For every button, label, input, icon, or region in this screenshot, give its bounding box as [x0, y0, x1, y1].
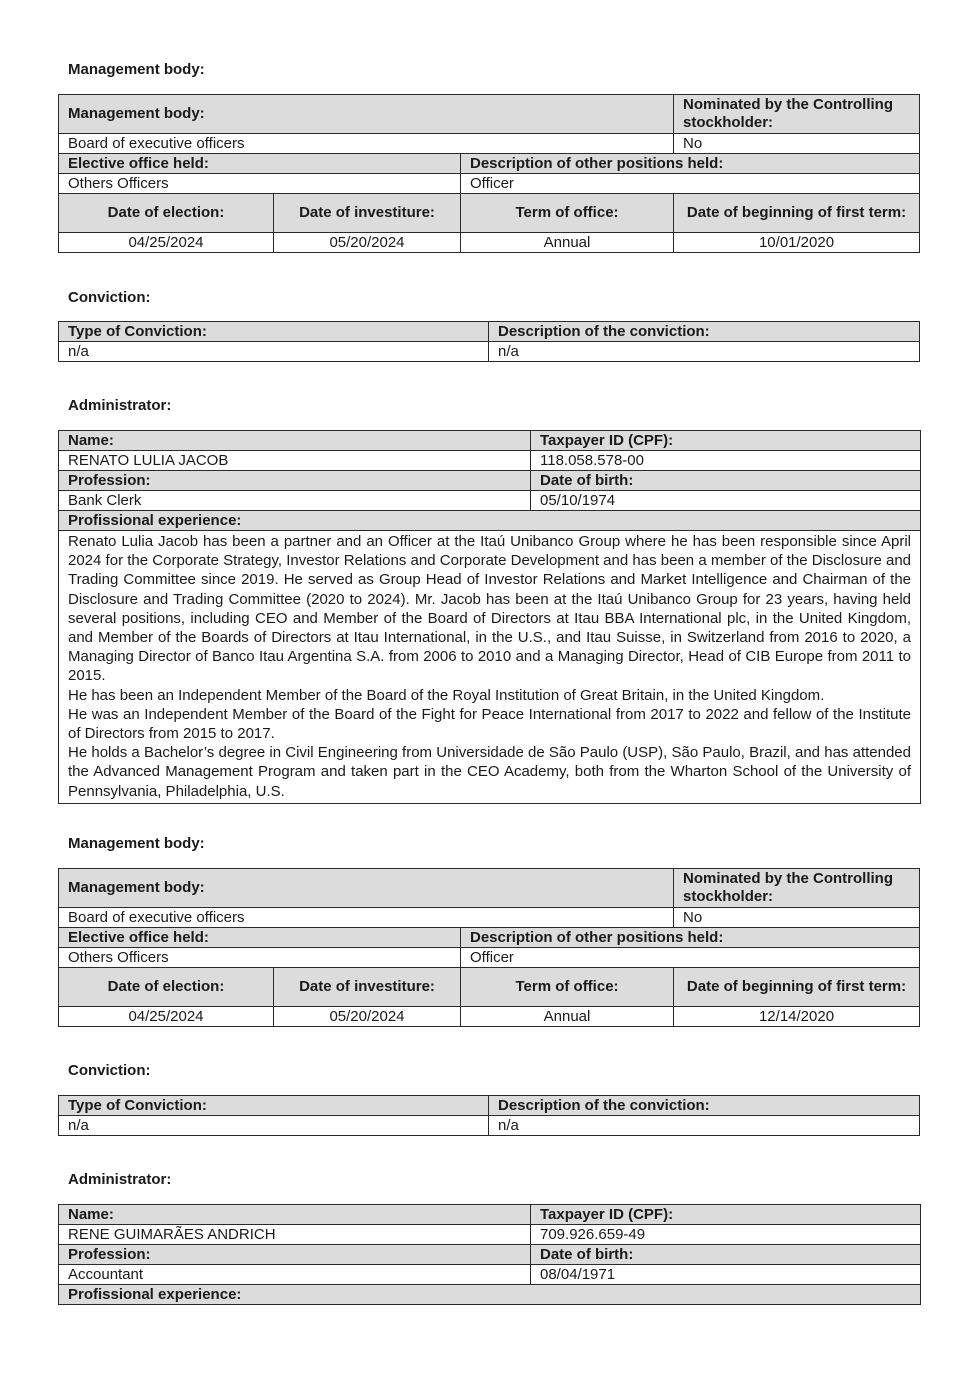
name-header: Name:	[59, 1205, 531, 1225]
elective-office-header: Elective office held:	[59, 154, 461, 174]
conviction-type-header: Type of Conviction:	[59, 1096, 489, 1116]
term-header: Term of office:	[461, 194, 674, 233]
management-body-table	[58, 94, 920, 253]
management-body-header: Management body:	[59, 869, 674, 908]
nominated-value: No	[674, 134, 920, 154]
term-value: Annual	[461, 1007, 674, 1027]
other-positions-value: Officer	[461, 948, 920, 968]
management-body-header: Management body:	[59, 95, 674, 134]
management-body-table	[58, 868, 920, 1027]
conviction-table	[58, 321, 920, 362]
other-positions-header: Description of other positions held:	[461, 928, 920, 948]
management-body-heading: Management body:	[68, 835, 205, 852]
conviction-table	[58, 1095, 920, 1136]
other-positions-header: Description of other positions held:	[461, 154, 920, 174]
nominated-value: No	[674, 908, 920, 928]
experience-paragraph: He was an Independent Member of the Board of the Fight for Peace International from 2017 to 2022 and fellow of the Institute of Directors from 2015 to 2017.	[68, 705, 911, 743]
conviction-description-header: Description of the conviction:	[489, 1096, 920, 1116]
investiture-date-value: 05/20/2024	[274, 1007, 461, 1027]
conviction-type-value: n/a	[59, 342, 489, 362]
dob-header: Date of birth:	[531, 1245, 921, 1265]
administrator-table	[58, 1204, 921, 1305]
conviction-heading: Conviction:	[68, 289, 151, 306]
election-date-value: 04/25/2024	[59, 1007, 274, 1027]
profession-value: Accountant	[59, 1265, 531, 1285]
experience-paragraph: He holds a Bachelor’s degree in Civil Engineering from Universidade de São Paulo (USP), São Paulo, Brazil, and has attended the Advanced Management Program and taken part in the CEO Academy, both from the Wharton School of the University of Pennsylvania, Philadelphia, U.S.	[68, 744, 911, 800]
elective-office-value: Others Officers	[59, 174, 461, 194]
administrator-heading: Administrator:	[68, 1171, 172, 1188]
experience-header: Profissional experience:	[59, 1285, 921, 1305]
conviction-description-value: n/a	[489, 1116, 920, 1136]
election-date-header: Date of election:	[59, 194, 274, 233]
dob-header: Date of birth:	[531, 471, 921, 491]
first-term-header: Date of beginning of first term:	[674, 968, 920, 1007]
conviction-type-value: n/a	[59, 1116, 489, 1136]
dob-value: 08/04/1971	[531, 1265, 921, 1285]
management-body-heading: Management body:	[68, 61, 205, 78]
name-value: RENE GUIMARÃES ANDRICH	[59, 1225, 531, 1245]
election-date-value: 04/25/2024	[59, 233, 274, 253]
administrator-table	[58, 430, 921, 804]
management-body-value: Board of executive officers	[59, 908, 674, 928]
cpf-value: 709.926.659-49	[531, 1225, 921, 1245]
nominated-header: Nominated by the Controlling stockholder:	[674, 95, 920, 134]
name-value: RENATO LULIA JACOB	[59, 451, 531, 471]
administrator-heading: Administrator:	[68, 397, 172, 414]
investiture-date-value: 05/20/2024	[274, 233, 461, 253]
cpf-header: Taxpayer ID (CPF):	[531, 1205, 921, 1225]
first-term-value: 10/01/2020	[674, 233, 920, 253]
term-header: Term of office:	[461, 968, 674, 1007]
elective-office-value: Others Officers	[59, 948, 461, 968]
cpf-header: Taxpayer ID (CPF):	[531, 431, 921, 451]
experience-paragraph: He has been an Independent Member of the Board of the Royal Institution of Great Britain, in the United Kingdom.	[68, 686, 825, 704]
nominated-header: Nominated by the Controlling stockholder:	[674, 869, 920, 908]
election-date-header: Date of election:	[59, 968, 274, 1007]
name-header: Name:	[59, 431, 531, 451]
conviction-heading: Conviction:	[68, 1062, 151, 1079]
investiture-date-header: Date of investiture:	[274, 968, 461, 1007]
cpf-value: 118.058.578-00	[531, 451, 921, 471]
profession-header: Profession:	[59, 1245, 531, 1265]
first-term-value: 12/14/2020	[674, 1007, 920, 1027]
profession-value: Bank Clerk	[59, 491, 531, 511]
conviction-description-value: n/a	[489, 342, 920, 362]
dob-value: 05/10/1974	[531, 491, 921, 511]
management-body-value: Board of executive officers	[59, 134, 674, 154]
other-positions-value: Officer	[461, 174, 920, 194]
term-value: Annual	[461, 233, 674, 253]
first-term-header: Date of beginning of first term:	[674, 194, 920, 233]
conviction-type-header: Type of Conviction:	[59, 322, 489, 342]
experience-text	[59, 531, 921, 804]
profession-header: Profession:	[59, 471, 531, 491]
elective-office-header: Elective office held:	[59, 928, 461, 948]
experience-paragraph: Renato Lulia Jacob has been a partner and an Officer at the Itaú Unibanco Group where he has been responsible since April 2024 for the Corporate Strategy, Investor Relations and Corporate Development and has been a member of the Disclosure and Trading Committee since 2019. He served as Group Head of Investor Relations and Market Intelligence and Chairman of the Disclosure and Trading Committee (2020 to 2024). Mr. Jacob has been at the Itaú Unibanco Group for 23 years, having held several positions, including CEO and Member of the Board of Directors at Itau BBA International plc, in the United Kingdom, and Member of the Boards of Directors at Itau International, in the U.S., and Itau Suisse, in Switzerland from 2016 to 2020, a Managing Director of Banco Itau Argentina S.A. from 2006 to 2010 and a Managing Director, Head of CIB Europe from 2011 to 2015.	[68, 533, 911, 685]
investiture-date-header: Date of investiture:	[274, 194, 461, 233]
conviction-description-header: Description of the conviction:	[489, 322, 920, 342]
experience-header: Profissional experience:	[59, 511, 921, 531]
